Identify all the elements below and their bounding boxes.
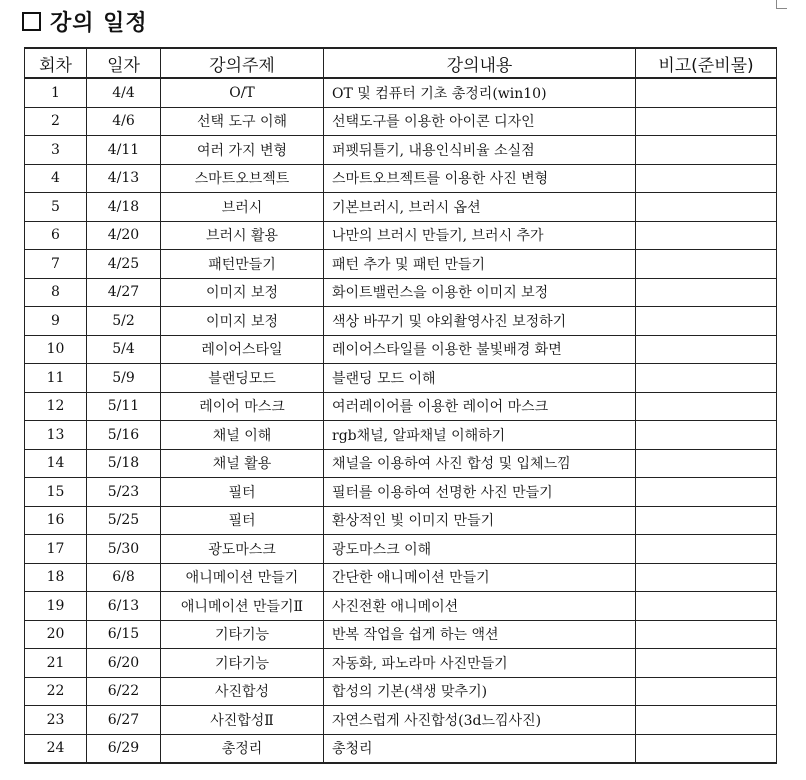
cell-no: 8 xyxy=(25,278,87,307)
cell-no: 19 xyxy=(25,592,87,621)
cell-no: 17 xyxy=(25,535,87,564)
cell-note xyxy=(636,649,777,678)
cell-no: 14 xyxy=(25,449,87,478)
table-row xyxy=(25,136,777,165)
cell-no: 6 xyxy=(25,221,87,250)
cell-date: 4/20 xyxy=(87,221,161,250)
cell-topic: 기타기능 xyxy=(161,649,324,678)
cell-date: 6/20 xyxy=(87,649,161,678)
cell-content: 색상 바꾸기 및 야외촬영사진 보정하기 xyxy=(324,307,636,336)
cell-note xyxy=(636,449,777,478)
cell-date: 4/6 xyxy=(87,107,161,136)
cell-topic: 이미지 보정 xyxy=(161,278,324,307)
cell-date: 6/22 xyxy=(87,677,161,706)
cell-note xyxy=(636,250,777,279)
cell-no: 18 xyxy=(25,563,87,592)
cell-content: 화이트밸런스을 이용한 이미지 보정 xyxy=(324,278,636,307)
table-row xyxy=(25,221,777,250)
cell-date: 5/4 xyxy=(87,335,161,364)
table-header-row xyxy=(25,48,777,78)
cell-date: 4/25 xyxy=(87,250,161,279)
cell-content: 선택도구를 이용한 아이콘 디자인 xyxy=(324,107,636,136)
cell-date: 5/11 xyxy=(87,392,161,421)
cell-note xyxy=(636,535,777,564)
cell-topic: 블랜딩모드 xyxy=(161,364,324,393)
table-row xyxy=(25,506,777,535)
cell-content: rgb채널, 알파채널 이해하기 xyxy=(324,421,636,450)
checkbox-square-icon xyxy=(22,12,41,31)
cell-no: 11 xyxy=(25,364,87,393)
cell-topic: 여러 가지 변형 xyxy=(161,136,324,165)
cell-topic: 광도마스크 xyxy=(161,535,324,564)
cell-date: 6/13 xyxy=(87,592,161,621)
table-row xyxy=(25,307,777,336)
cell-note xyxy=(636,734,777,763)
cell-date: 5/9 xyxy=(87,364,161,393)
cell-content: OT 및 컴퓨터 기초 총정리(win10) xyxy=(324,78,636,107)
table-row xyxy=(25,78,777,107)
header-content: 강의내용 xyxy=(324,48,636,78)
cell-no: 9 xyxy=(25,307,87,336)
cell-date: 4/4 xyxy=(87,78,161,107)
table-row xyxy=(25,164,777,193)
cell-date: 5/18 xyxy=(87,449,161,478)
header-date: 일자 xyxy=(87,48,161,78)
cell-date: 5/16 xyxy=(87,421,161,450)
cell-no: 5 xyxy=(25,193,87,222)
table-row xyxy=(25,421,777,450)
cell-note xyxy=(636,706,777,735)
cell-topic: O/T xyxy=(161,78,324,107)
table-row xyxy=(25,677,777,706)
cell-content: 레이어스타일를 이용한 불빛배경 화면 xyxy=(324,335,636,364)
cell-topic: 사진합성Ⅱ xyxy=(161,706,324,735)
cell-no: 3 xyxy=(25,136,87,165)
cell-topic: 브러시 활용 xyxy=(161,221,324,250)
cell-content: 반복 작업을 쉽게 하는 액션 xyxy=(324,620,636,649)
cell-content: 스마트오브젝트를 이용한 사진 변형 xyxy=(324,164,636,193)
schedule-table xyxy=(24,47,777,764)
cell-content: 필터를 이용하여 선명한 사진 만들기 xyxy=(324,478,636,507)
schedule-body xyxy=(25,78,777,763)
cell-note xyxy=(636,506,777,535)
table-row xyxy=(25,364,777,393)
table-row xyxy=(25,706,777,735)
table-row xyxy=(25,478,777,507)
table-row xyxy=(25,250,777,279)
cell-topic: 스마트오브젝트 xyxy=(161,164,324,193)
cell-content: 합성의 기본(색생 맞추기) xyxy=(324,677,636,706)
cell-date: 6/8 xyxy=(87,563,161,592)
cell-content: 패턴 추가 및 패턴 만들기 xyxy=(324,250,636,279)
cell-no: 7 xyxy=(25,250,87,279)
cell-note xyxy=(636,136,777,165)
cell-no: 4 xyxy=(25,164,87,193)
cell-topic: 선택 도구 이해 xyxy=(161,107,324,136)
section-title xyxy=(22,6,148,36)
cell-content: 블랜딩 모드 이해 xyxy=(324,364,636,393)
cell-note xyxy=(636,620,777,649)
cell-topic: 기타기능 xyxy=(161,620,324,649)
cell-no: 23 xyxy=(25,706,87,735)
cell-note xyxy=(636,392,777,421)
cell-topic: 이미지 보정 xyxy=(161,307,324,336)
cell-content: 채널을 이용하여 사진 합성 및 입체느낌 xyxy=(324,449,636,478)
cell-content: 자동화, 파노라마 사진만들기 xyxy=(324,649,636,678)
cell-note xyxy=(636,307,777,336)
cell-date: 4/18 xyxy=(87,193,161,222)
cell-topic: 채널 이해 xyxy=(161,421,324,450)
cell-no: 13 xyxy=(25,421,87,450)
cell-content: 총청리 xyxy=(324,734,636,763)
cell-no: 21 xyxy=(25,649,87,678)
cell-no: 12 xyxy=(25,392,87,421)
header-note: 비고(준비물) xyxy=(636,48,777,78)
cell-no: 10 xyxy=(25,335,87,364)
header-topic: 강의주제 xyxy=(161,48,324,78)
cell-content: 퍼펫뒤틀기, 내용인식비율 소실점 xyxy=(324,136,636,165)
table-row xyxy=(25,563,777,592)
cell-note xyxy=(636,563,777,592)
cell-no: 15 xyxy=(25,478,87,507)
table-row xyxy=(25,449,777,478)
cell-no: 24 xyxy=(25,734,87,763)
cell-date: 5/25 xyxy=(87,506,161,535)
cell-topic: 레이어스타일 xyxy=(161,335,324,364)
cell-date: 4/13 xyxy=(87,164,161,193)
table-row xyxy=(25,649,777,678)
cell-date: 4/11 xyxy=(87,136,161,165)
cell-note xyxy=(636,278,777,307)
cell-date: 6/15 xyxy=(87,620,161,649)
cell-note xyxy=(636,193,777,222)
table-row xyxy=(25,107,777,136)
table-row xyxy=(25,535,777,564)
cell-topic: 애니메이션 만들기 xyxy=(161,563,324,592)
table-row xyxy=(25,278,777,307)
cell-no: 22 xyxy=(25,677,87,706)
cell-content: 자연스럽게 사진합성(3d느낌사진) xyxy=(324,706,636,735)
cell-content: 사진전환 애니메이션 xyxy=(324,592,636,621)
table-row xyxy=(25,193,777,222)
header-no: 회차 xyxy=(25,48,87,78)
cell-content: 기본브러시, 브러시 옵션 xyxy=(324,193,636,222)
cell-topic: 레이어 마스크 xyxy=(161,392,324,421)
table-row xyxy=(25,592,777,621)
cell-content: 광도마스크 이해 xyxy=(324,535,636,564)
cell-date: 4/27 xyxy=(87,278,161,307)
cell-note xyxy=(636,335,777,364)
cell-topic: 브러시 xyxy=(161,193,324,222)
table-row xyxy=(25,734,777,763)
cell-topic: 채널 활용 xyxy=(161,449,324,478)
cell-topic: 총정리 xyxy=(161,734,324,763)
table-row xyxy=(25,620,777,649)
cell-note xyxy=(636,364,777,393)
cell-topic: 패턴만들기 xyxy=(161,250,324,279)
cell-content: 환상적인 빛 이미지 만들기 xyxy=(324,506,636,535)
table-row xyxy=(25,392,777,421)
cell-date: 5/23 xyxy=(87,478,161,507)
cell-note xyxy=(636,592,777,621)
cell-content: 나만의 브러시 만들기, 브러시 추가 xyxy=(324,221,636,250)
cell-no: 20 xyxy=(25,620,87,649)
page-title: 강의 일정 xyxy=(50,10,148,36)
cell-topic: 사진합성 xyxy=(161,677,324,706)
cell-note xyxy=(636,421,777,450)
cell-content: 여러레이어를 이용한 레이어 마스크 xyxy=(324,392,636,421)
cell-date: 6/27 xyxy=(87,706,161,735)
table-row xyxy=(25,335,777,364)
cell-topic: 애니메이션 만들기Ⅱ xyxy=(161,592,324,621)
cell-note xyxy=(636,478,777,507)
cell-note xyxy=(636,677,777,706)
page-corner-mark xyxy=(776,0,787,9)
cell-note xyxy=(636,164,777,193)
cell-topic: 필터 xyxy=(161,506,324,535)
cell-no: 1 xyxy=(25,78,87,107)
cell-topic: 필터 xyxy=(161,478,324,507)
cell-note xyxy=(636,78,777,107)
cell-date: 5/30 xyxy=(87,535,161,564)
cell-no: 16 xyxy=(25,506,87,535)
cell-content: 간단한 애니메이션 만들기 xyxy=(324,563,636,592)
cell-date: 5/2 xyxy=(87,307,161,336)
cell-note xyxy=(636,221,777,250)
cell-note xyxy=(636,107,777,136)
cell-date: 6/29 xyxy=(87,734,161,763)
cell-no: 2 xyxy=(25,107,87,136)
